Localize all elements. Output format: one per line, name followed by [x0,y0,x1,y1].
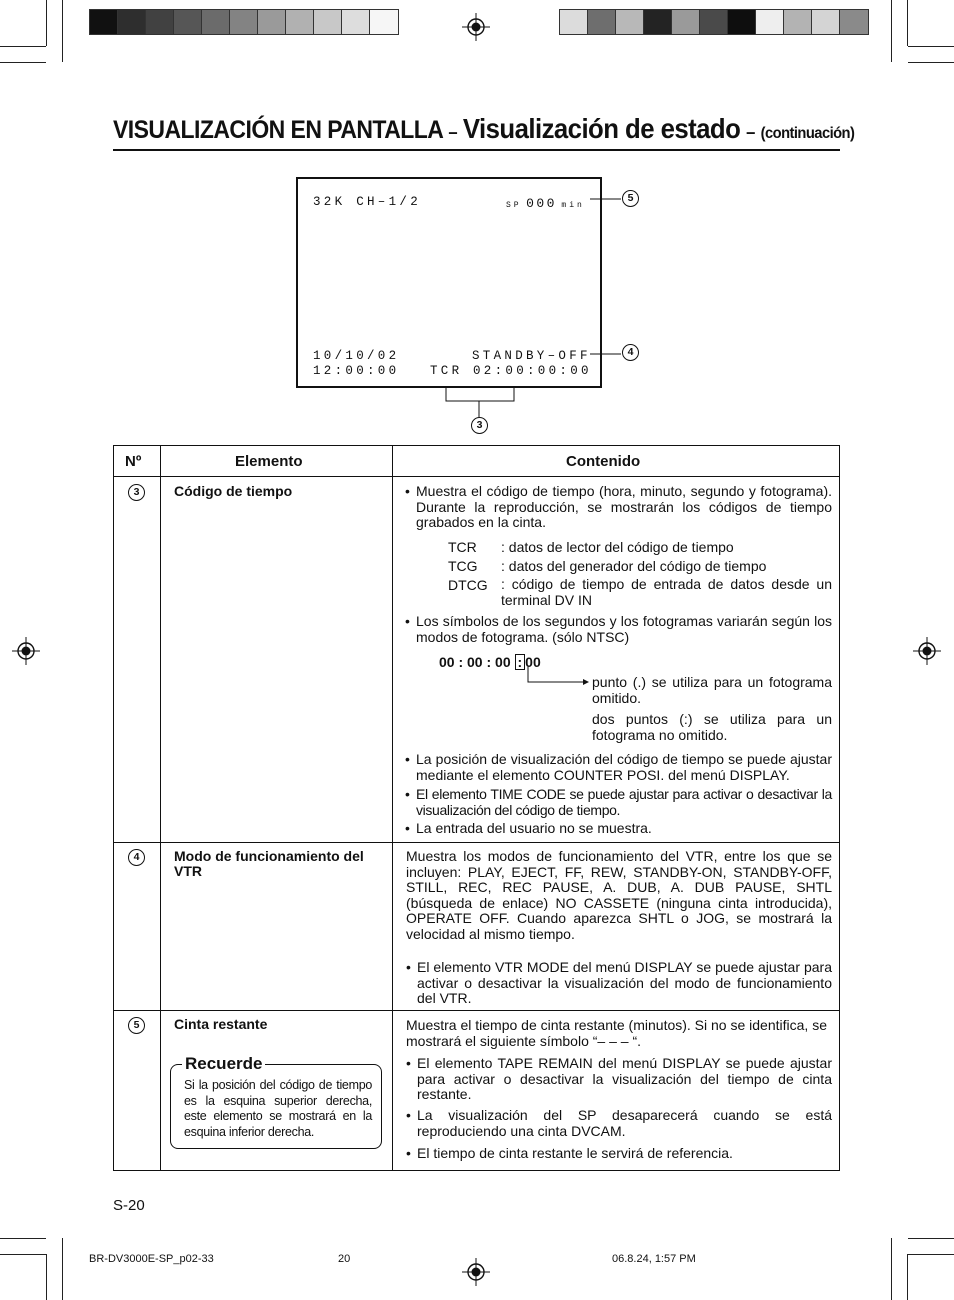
heading-part-2: Visualización de estado [462,113,741,144]
heading-part-1: VISUALIZACIÓN EN PANTALLA [113,116,443,144]
crop-mark [907,1254,908,1300]
tc-example-left: 00 : 00 : 00 [439,654,511,670]
crop-mark [0,1254,46,1255]
list-item: • El elemento TIME CODE se puede ajustar para activar o desactivar la visualización del código de tiempo. [405,786,832,818]
osd-date: 10/10/02 [313,349,400,363]
list-item: • La posición de visualización del código de tiempo se puede ajustar mediante el elemento COUNTER POSI. del menú DISPLAY. [405,751,832,783]
recuerde-text: Si la posición del código de tiempo es la esquina superior derecha, este elemento se mostrará en la esquina inferior derecha. [184,1078,372,1139]
heading-part-3: (continuación) [760,125,855,142]
crop-mark [0,1238,46,1239]
code-label: TCR [448,539,477,555]
table-divider [114,842,839,843]
row-number: 4 [128,849,145,866]
footer-date: 06.8.24, 1:57 PM [612,1253,696,1265]
bullet-text: La entrada del usuario no se muestra. [416,820,652,836]
table-divider [114,476,839,477]
bullet-text: Muestra el código de tiempo (hora, minuto, segundo y fotograma). Durante la reproducción, se mostrarán los códigos de tiempo grabados en la cinta. [416,483,832,530]
bullet-text: La posición de visualización del código de tiempo se puede ajustar mediante el elemento COUNTER POSI. del menú DISPLAY. [416,751,832,783]
bullet-text: El elemento VTR MODE del menú DISPLAY se puede ajustar para activar o desactivar la visualización del modo de funcionamiento del VTR. [417,959,832,1006]
code-description: : datos del generador del código de tiempo [501,558,767,574]
tc-example-right: 00 [525,654,541,670]
row-text: Muestra los modos de funcionamiento del VTR, entre los que se incluyen: PLAY, EJECT, FF, REW, STANDBY-ON, STANDBY-OFF, STILL, REC, REC PAUSE, A. DUB, A. DUB PAUSE, SHTL (búsqueda de enlace) NO CASSETE (ninguna cinta introducida), OPERATE OFF. Cuando aparezca SHTL o JOG, se mostrará la velocidad al mismo tiempo. [406,848,832,942]
callout-number: 5 [622,190,639,207]
note-dot: punto (.) se utiliza para un fotograma omitido. [592,674,832,706]
row-text: Muestra el tiempo de cinta restante (minutos). Si no se identifica, se mostrará el siguiente símbolo “– – – “. [406,1017,827,1049]
registration-mark-icon [462,1258,490,1286]
header-content: Contenido [566,453,641,470]
list-item: • Muestra el código de tiempo (hora, minuto, segundo y fotograma). Durante la reproducción, se mostrarán los códigos de tiempo grabados en la cinta. [405,483,832,530]
table-divider [392,446,393,1170]
crop-mark [908,1238,954,1239]
code-label: DTCG [448,577,488,593]
recuerde-title: Recuerde [182,1054,265,1074]
arrow-icon [524,667,589,685]
code-description: : datos de lector del código de tiempo [501,539,734,555]
osd-audio-channel: 32K CH–1/2 [313,195,422,209]
callout-number: 3 [471,417,488,434]
osd-sp-label: SP [506,201,522,210]
osd-tc-label: TCR [430,364,463,378]
callout-lines [0,0,954,440]
row-element-name: Código de tiempo [174,483,293,499]
osd-tc-value: 02:00:00:00 [473,364,592,378]
table-divider [160,446,161,1170]
bullet-text: El tiempo de cinta restante le servirá de referencia. [417,1145,733,1161]
callout-number: 4 [622,344,639,361]
osd-min-label: min [561,201,585,210]
list-item: • La visualización del SP desaparecerá cuando se está reproduciendo una cinta DVCAM. [406,1107,832,1139]
row-element-name: Modo de funcionamiento del VTR [174,848,364,879]
osd-time: 12:00:00 [313,364,400,378]
row-element-name: Cinta restante [174,1016,268,1032]
crop-mark [908,1254,954,1255]
footer-page: 20 [338,1253,351,1265]
crop-mark [891,1238,892,1300]
list-item: • El elemento TAPE REMAIN del menú DISPLAY se puede ajustar para activar o desactivar la visualización del tiempo de cinta restante. [406,1055,832,1102]
list-item: • El elemento VTR MODE del menú DISPLAY se puede ajustar para activar o desactivar la visualización del modo de funcionamiento del VTR. [406,959,832,1006]
note-colon: dos puntos (:) se utiliza para un fotograma no omitido. [592,711,832,743]
header-element: Elemento [235,453,303,470]
list-item: • Los símbolos de los segundos y los fotogramas variarán según los modos de fotograma. (sólo NTSC) [405,613,832,645]
tc-example-separator: : [515,654,526,670]
code-label: TCG [448,558,478,574]
crop-mark [62,1238,63,1300]
crop-mark [46,1254,47,1300]
list-item: • La entrada del usuario no se muestra. [405,821,832,837]
footer-file: BR-DV3000E-SP_p02-33 [89,1253,214,1265]
list-item: • El tiempo de cinta restante le servirá de referencia. [406,1146,832,1162]
bullet-text: La visualización del SP desaparecerá cuando se está reproduciendo una cinta DVCAM. [417,1107,832,1139]
heading-dash: – [746,122,755,142]
row-number: 3 [128,484,145,501]
registration-mark-icon [12,637,40,665]
code-description: : código de tiempo de entrada de datos desde un terminal DV IN [501,576,832,608]
table-divider [114,1010,839,1011]
bullet-text: Los símbolos de los segundos y los fotogramas variarán según los modos de fotograma. (sólo NTSC) [416,613,832,645]
header-num: Nº [125,453,142,470]
recuerde-note-box [170,1054,382,1149]
osd-vtr-mode: STANDBY–OFF [472,349,591,363]
heading-dash: – [448,122,458,142]
page-number: S-20 [113,1197,145,1214]
osd-remain-counter: 000 [526,196,557,211]
bullet-text: El elemento TIME CODE se puede ajustar para activar o desactivar la visualización del código de tiempo. [416,786,832,818]
registration-mark-icon [913,637,941,665]
row-number: 5 [128,1017,145,1034]
bullet-text: El elemento TAPE REMAIN del menú DISPLAY se puede ajustar para activar o desactivar la visualización del tiempo de cinta restante. [417,1055,832,1102]
